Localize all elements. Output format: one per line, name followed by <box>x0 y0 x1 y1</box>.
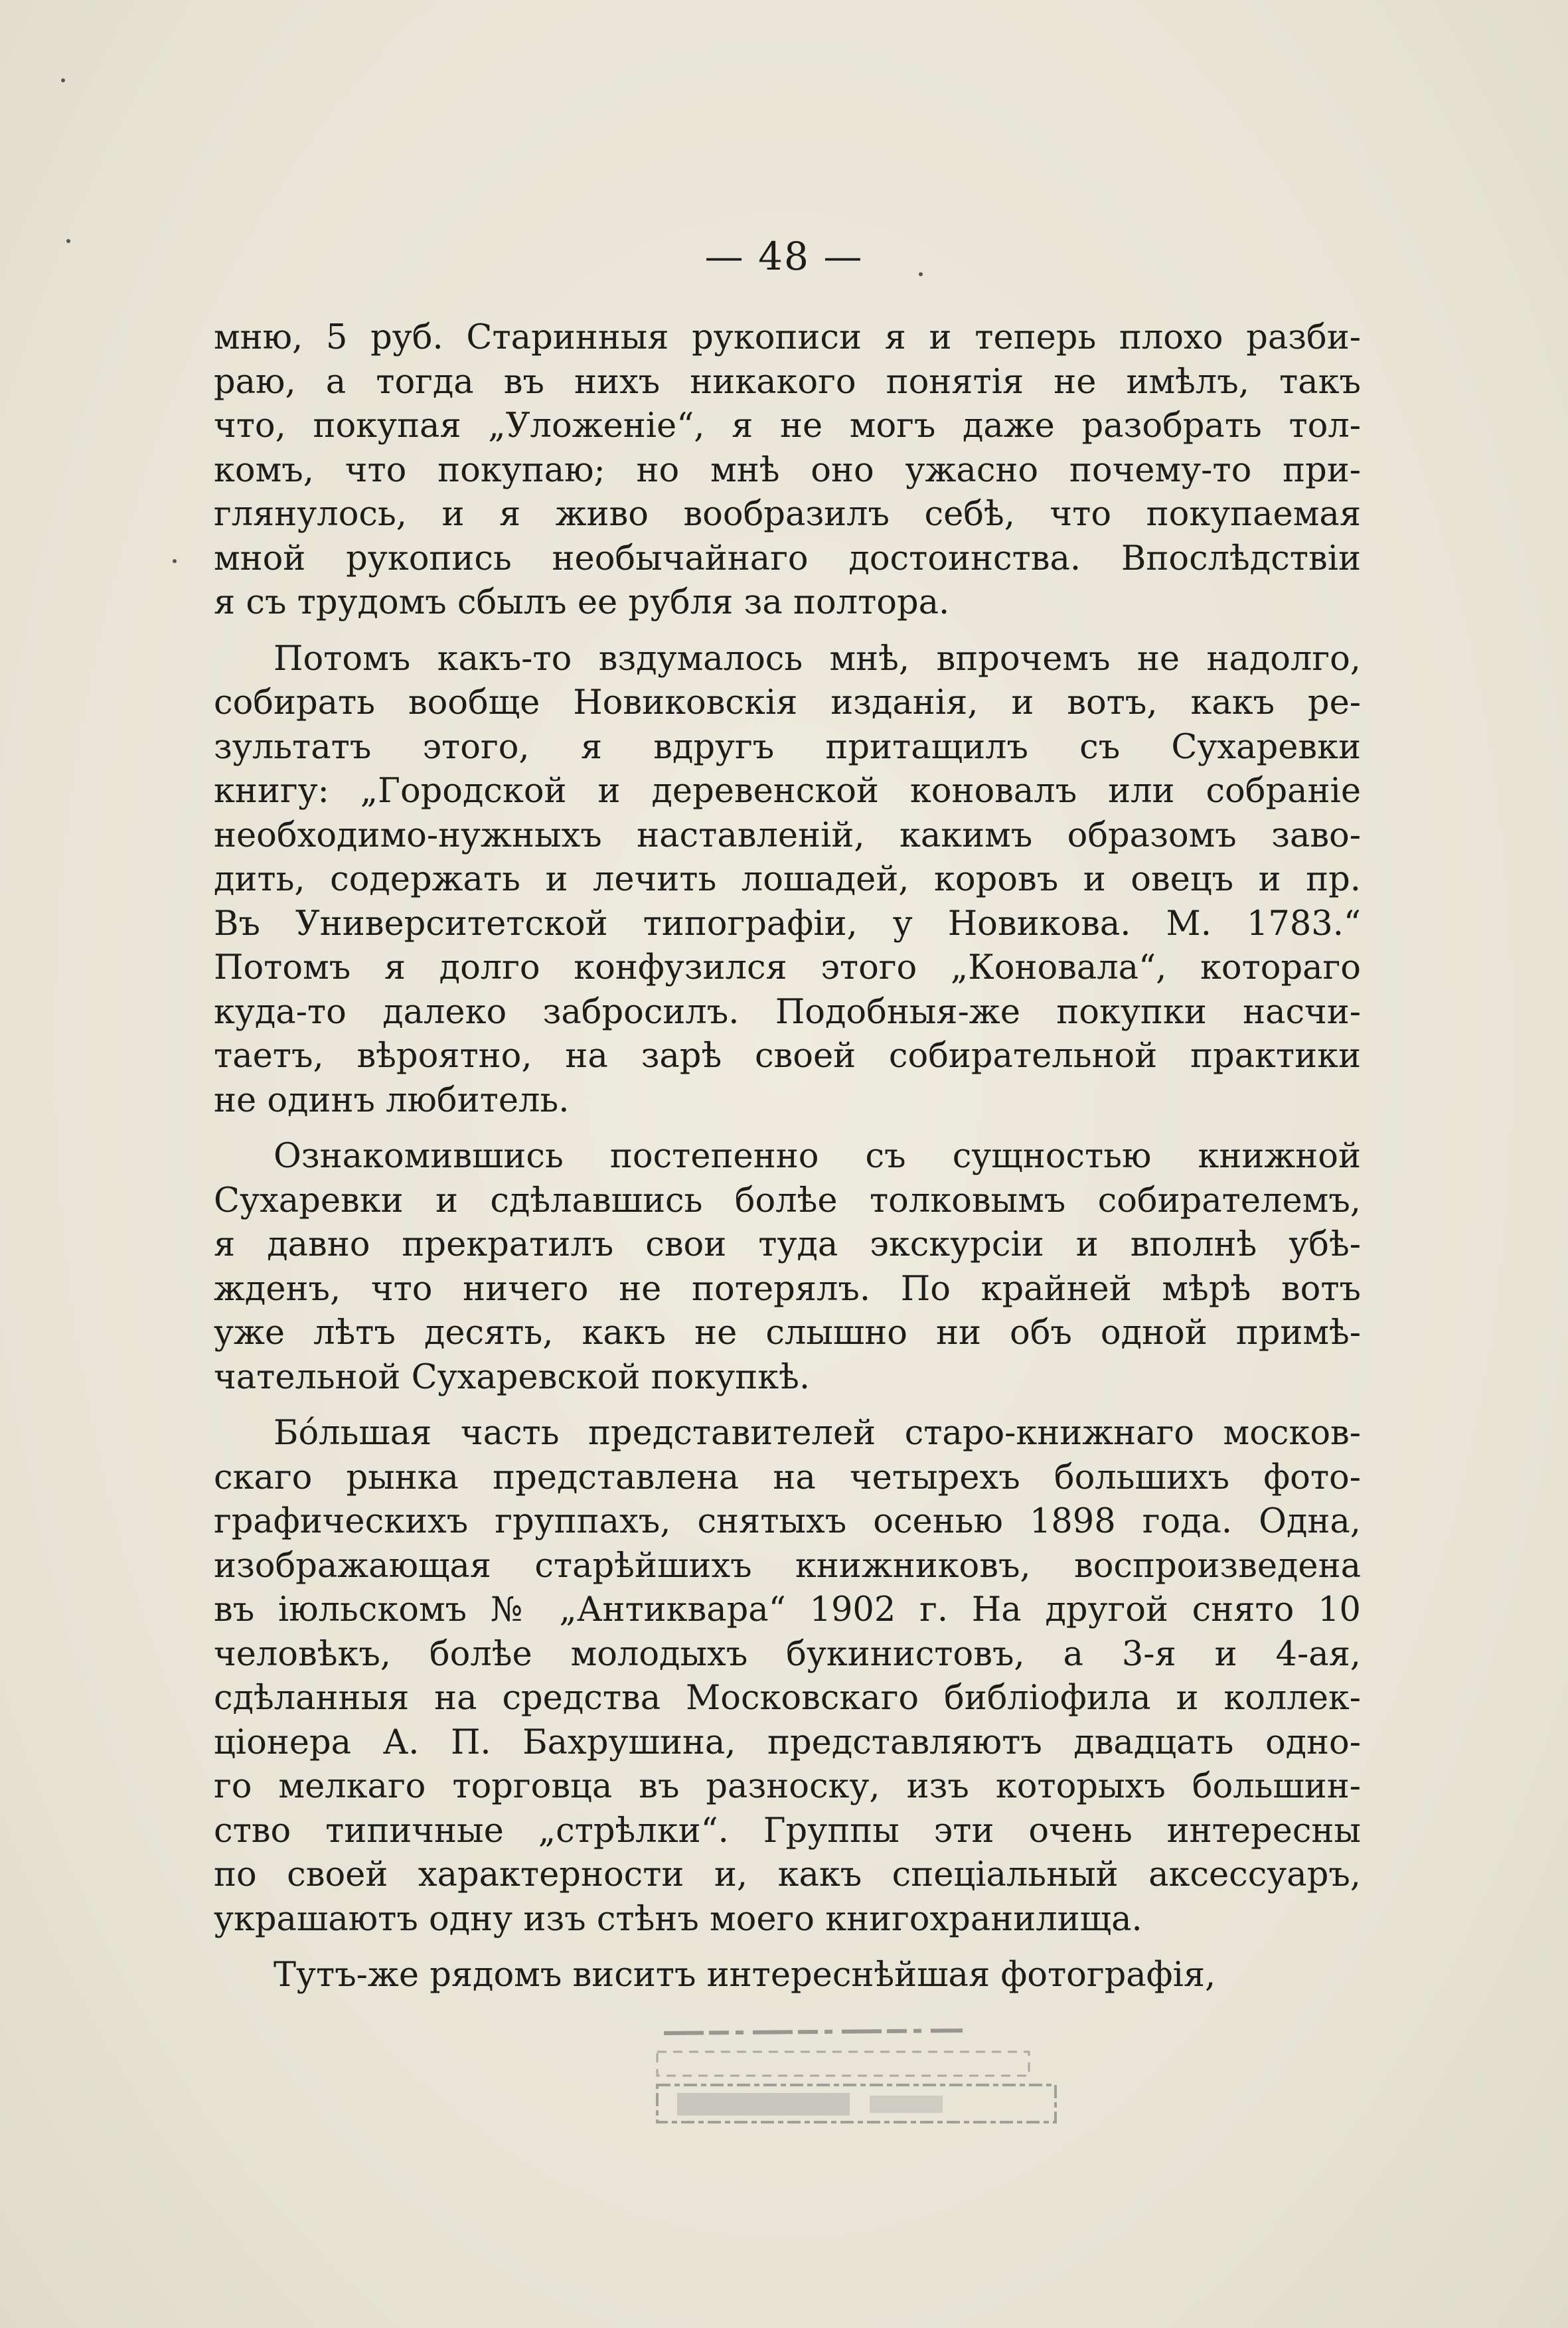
body-text <box>214 316 1361 2010</box>
text-line: Тутъ-же рядомъ виситъ интереснѣйшая фотографія, <box>274 1955 1216 1995</box>
paragraph <box>214 1412 1361 1942</box>
text-line: куда-то далеко забросилъ. Подобныя-же покупки насчи- <box>214 992 1361 1032</box>
text-line: что, покупая „Уложеніе“, я не могъ даже разобрать тол- <box>214 406 1361 446</box>
paragraph <box>214 316 1361 625</box>
page-number: — 48 — <box>704 234 864 279</box>
text-line: Въ Университетской типографіи, у Новикова. М. 1783.“ <box>214 904 1361 944</box>
text-line: я давно прекратилъ свои туда экскурсіи и вполнѣ убѣ- <box>214 1225 1361 1264</box>
text-line: таетъ, вѣроятно, на зарѣ своей собирательной практики <box>214 1037 1361 1076</box>
speck <box>61 78 65 82</box>
speck <box>66 239 70 243</box>
text-line: по своей характерности и, какъ спеціальный аксессуаръ, <box>214 1855 1361 1894</box>
text-line: я съ трудомъ сбылъ ее рубля за полтора. <box>214 583 950 622</box>
text-line: Сухаревки и сдѣлавшись болѣе толковымъ собирателемъ, <box>214 1181 1361 1220</box>
text-line: собирать вообще Новиковскія изданія, и вотъ, какъ ре- <box>214 683 1361 722</box>
text-line: го мелкаго торговца въ разноску, изъ которыхъ большин- <box>214 1767 1361 1806</box>
library-stamp-graphic <box>651 2019 1062 2138</box>
text-line: уже лѣтъ десять, какъ не слышно ни объ одной примѣ- <box>214 1313 1361 1353</box>
paragraph <box>214 1954 1361 1998</box>
text-line: зультатъ этого, я вдругъ притащилъ съ Сухаревки <box>214 727 1361 767</box>
text-line: дить, содержать и лечить лошадей, коровъ и овецъ и пр. <box>214 860 1361 899</box>
text-line: необходимо-нужныхъ наставленій, какимъ образомъ заво- <box>214 815 1361 855</box>
text-line: мню, 5 руб. Старинныя рукописи я и теперь плохо разби- <box>214 318 1361 357</box>
text-line: книгу: „Городской и деревенской коновалъ или собраніе <box>214 772 1361 811</box>
text-line: Потомъ я долго конфузился этого „Коновала“, котораго <box>214 948 1361 987</box>
text-line: сдѣланныя на средства Московскаго библіофила и коллек- <box>214 1679 1361 1718</box>
text-line: графическихъ группахъ, снятыхъ осенью 1898 года. Одна, <box>214 1502 1361 1541</box>
text-line: ство типичные „стрѣлки“. Группы эти очень интересны <box>214 1811 1361 1851</box>
text-line: чательной Сухаревской покупкѣ. <box>214 1357 811 1397</box>
text-line: комъ, что покупаю; но мнѣ оно ужасно почему-то при- <box>214 450 1361 490</box>
paragraph <box>214 637 1361 1123</box>
text-line: Бо́льшая часть представителей старо-книжнаго москов- <box>274 1414 1361 1453</box>
text-line: человѣкъ, болѣе молодыхъ букинистовъ, а 3-я и 4-ая, <box>214 1634 1361 1674</box>
text-line: изображающая старѣйшихъ книжниковъ, воспроизведена <box>214 1546 1361 1586</box>
text-line: Потомъ какъ-то вздумалось мнѣ, впрочемъ не надолго, <box>274 639 1361 679</box>
text-line: скаго рынка представлена на четырехъ большихъ фото- <box>214 1457 1361 1497</box>
text-line: ціонера А. П. Бахрушина, представляютъ двадцать одно- <box>214 1722 1361 1762</box>
text-line: глянулось, и я живо вообразилъ себѣ, что покупаемая <box>214 495 1361 534</box>
paragraph <box>214 1135 1361 1400</box>
library-stamp <box>651 2019 1062 2138</box>
speck <box>919 272 923 276</box>
text-line: жденъ, что ничего не потерялъ. По крайней мѣрѣ вотъ <box>214 1269 1361 1309</box>
text-line: раю, а тогда въ нихъ никакого понятія не имѣлъ, такъ <box>214 362 1361 402</box>
text-line: мной рукопись необычайнаго достоинства. Впослѣдствіи <box>214 539 1361 578</box>
text-line: Ознакомившись постепенно съ сущностью книжной <box>274 1137 1361 1176</box>
text-line: въ іюльскомъ № „Антиквара“ 1902 г. На другой снято 10 <box>214 1590 1361 1629</box>
speck <box>173 559 177 563</box>
text-line: не одинъ любитель. <box>214 1080 570 1120</box>
text-line: украшаютъ одну изъ стѣнъ моего книгохранилища. <box>214 1899 1142 1939</box>
